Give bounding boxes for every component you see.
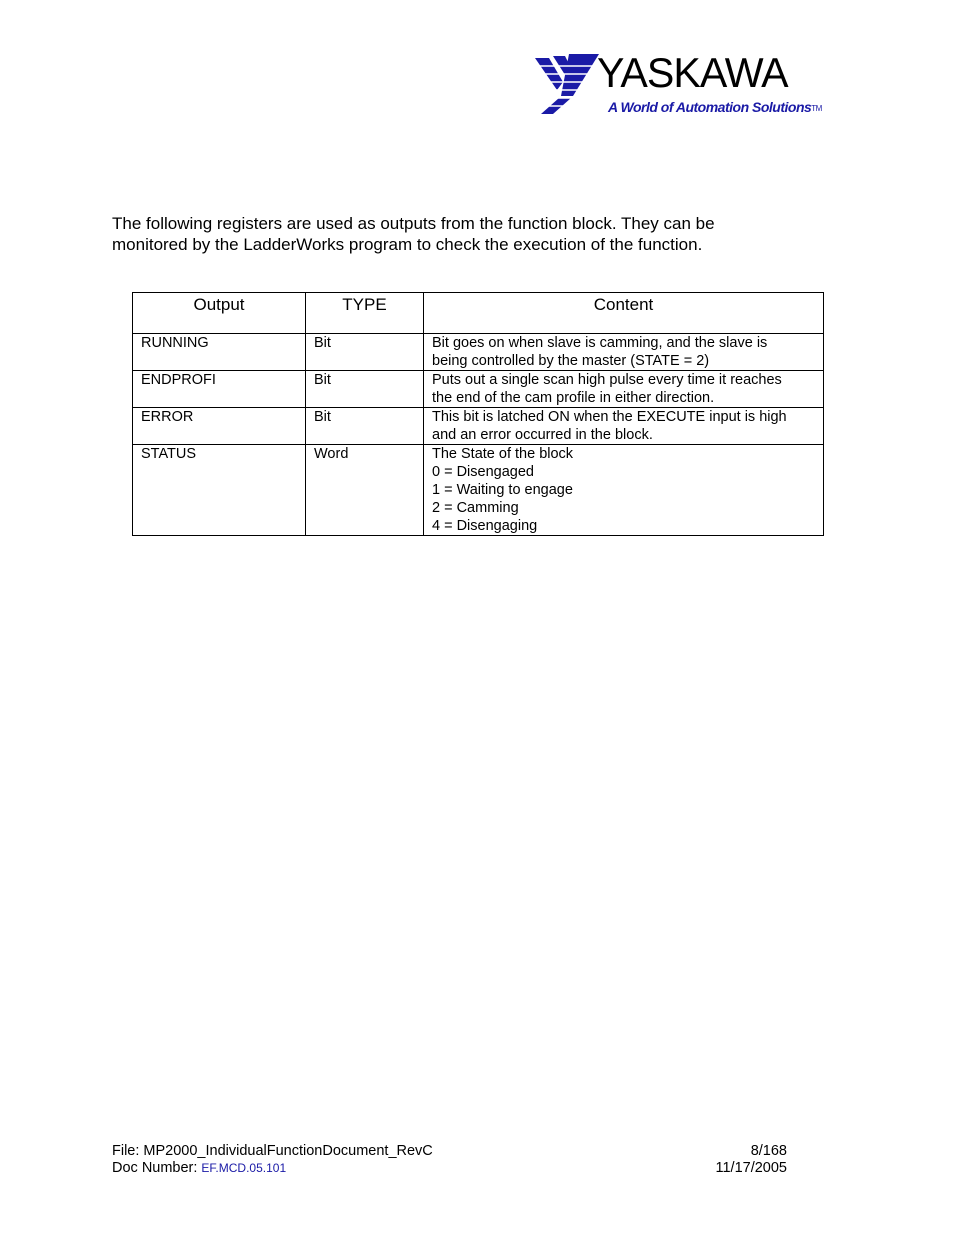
cell-content — [424, 445, 824, 536]
content-line: the end of the cam profile in either direction. — [432, 390, 715, 406]
footer-date: 11/17/2005 — [715, 1160, 787, 1176]
trademark-mark: TM — [811, 104, 822, 113]
footer-file: File: MP2000_IndividualFunctionDocument_RevC — [112, 1143, 433, 1159]
intro-line-1: The following registers are used as outputs from the function block. They can be — [112, 214, 715, 233]
cell-content — [424, 371, 824, 408]
header-type: TYPE — [306, 293, 424, 334]
table-row — [133, 408, 824, 445]
doc-number-value: EF.MCD.05.101 — [201, 1161, 287, 1175]
content-line: 2 = Camming — [432, 500, 519, 516]
intro-line-2: monitored by the LadderWorks program to check the execution of the function. — [112, 235, 703, 254]
intro-paragraph — [112, 213, 832, 255]
yaskawa-mark-icon — [533, 52, 603, 118]
footer-page-number: 8/168 — [750, 1143, 787, 1159]
header-output: Output — [133, 293, 306, 334]
table-row — [133, 371, 824, 408]
cell-output: ENDPROFI — [133, 371, 306, 408]
cell-content — [424, 334, 824, 371]
content-line: The State of the block — [432, 446, 574, 462]
page-footer — [112, 1143, 787, 1177]
content-line: 0 = Disengaged — [432, 464, 534, 480]
cell-output: ERROR — [133, 408, 306, 445]
table-row — [133, 334, 824, 371]
doc-number-label: Doc Number: — [112, 1160, 198, 1176]
table-row — [133, 445, 824, 536]
content-line: and an error occurred in the block. — [432, 427, 653, 443]
cell-output: STATUS — [133, 445, 306, 536]
outputs-table — [132, 292, 824, 536]
cell-content — [424, 408, 824, 445]
footer-row-file — [112, 1143, 787, 1160]
cell-output: RUNNING — [133, 334, 306, 371]
footer-row-doc — [112, 1160, 787, 1177]
content-line: being controlled by the master (STATE = 2) — [432, 353, 710, 369]
cell-type: Bit — [306, 408, 424, 445]
table-header-row — [133, 293, 824, 334]
content-line: 1 = Waiting to engage — [432, 482, 573, 498]
brand-name: YASKAWA — [597, 49, 788, 96]
footer-doc — [112, 1160, 286, 1177]
cell-type: Word — [306, 445, 424, 536]
header-content: Content — [424, 293, 824, 334]
cell-type: Bit — [306, 371, 424, 408]
cell-type: Bit — [306, 334, 424, 371]
tagline-text: A World of Automation Solutions — [608, 99, 812, 115]
content-line: Puts out a single scan high pulse every time it reaches — [432, 372, 782, 388]
content-line: Bit goes on when slave is camming, and the slave is — [432, 335, 768, 351]
content-line: 4 = Disengaging — [432, 518, 538, 534]
brand-tagline — [608, 99, 822, 115]
content-line: This bit is latched ON when the EXECUTE input is high — [432, 409, 787, 425]
